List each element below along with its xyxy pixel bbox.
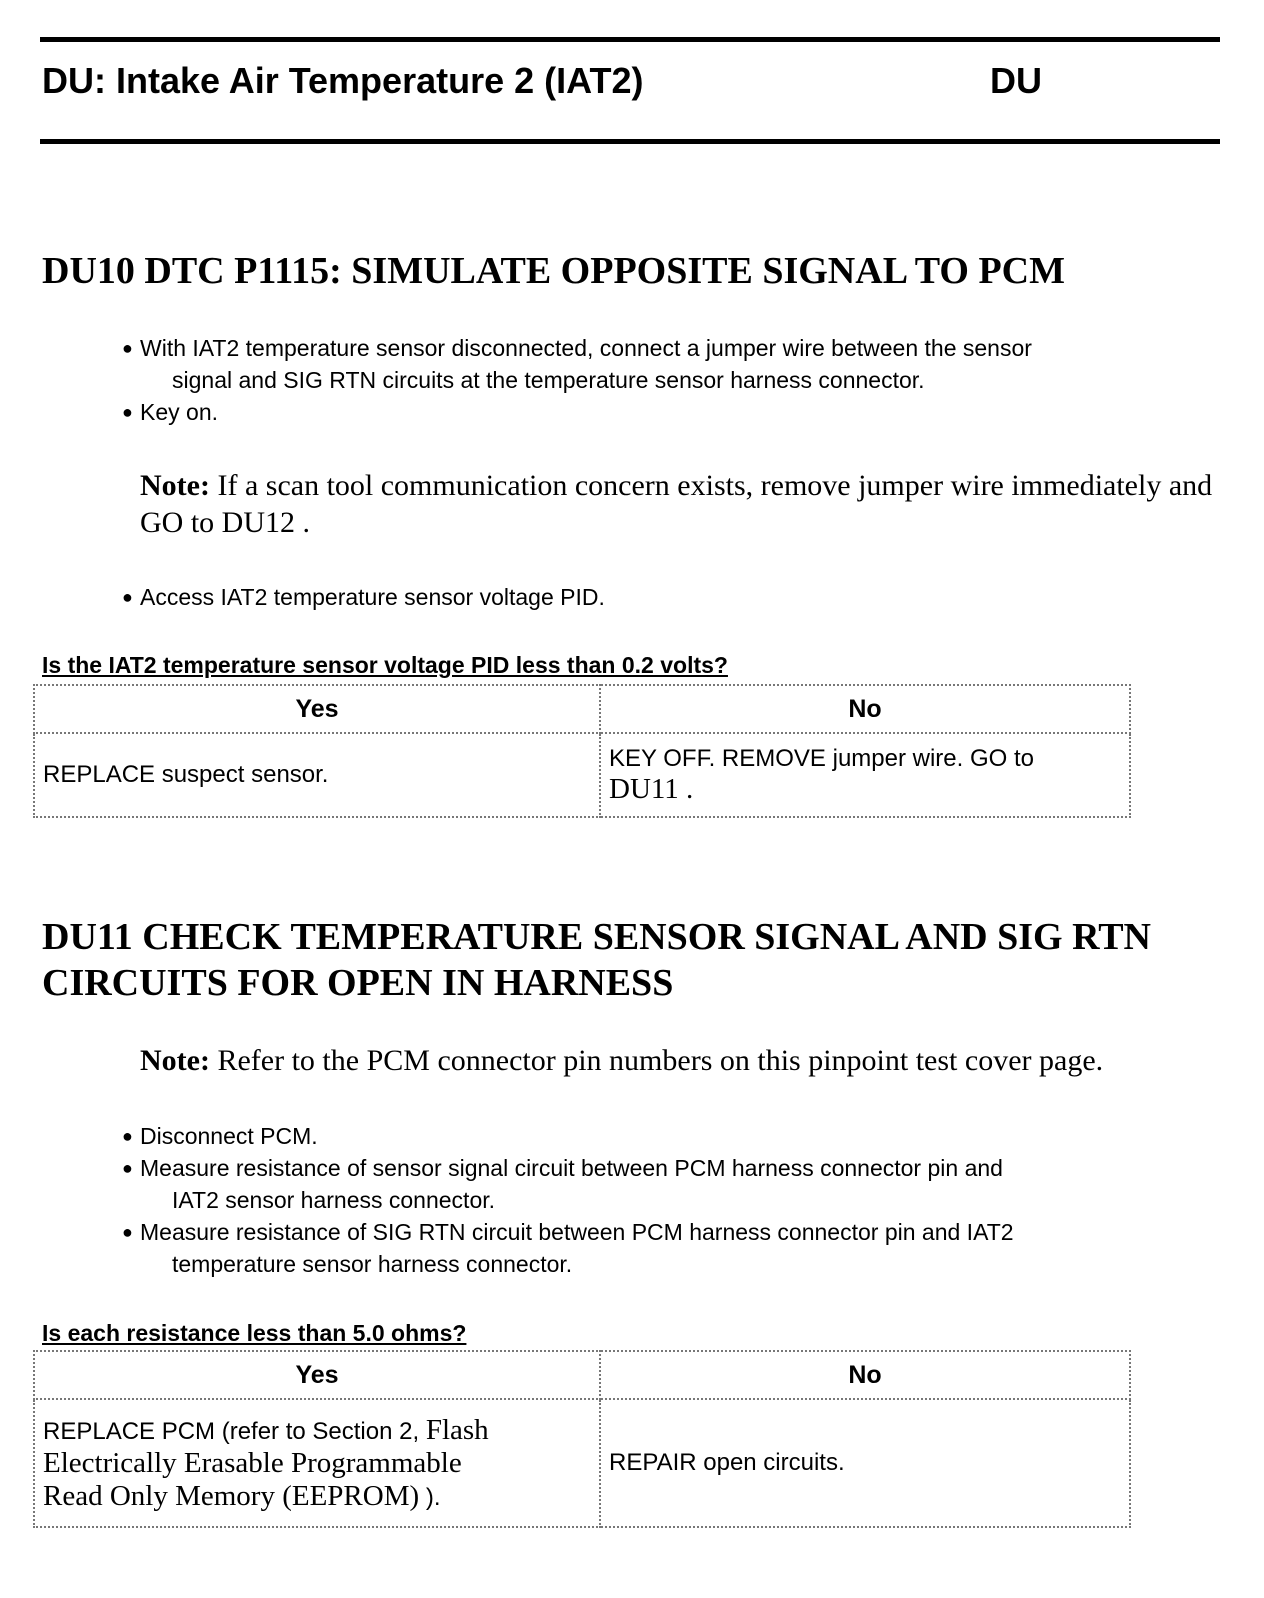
list-item: ● Measure resistance of SIG RTN circuit between PCM harness connector pin and IAT2 temperature sensor harness connector. bbox=[120, 1216, 1220, 1280]
table-cell-no: REPAIR open circuits. bbox=[600, 1399, 1130, 1527]
bullet-icon: ● bbox=[122, 338, 133, 358]
result-table-du11 bbox=[33, 1350, 1131, 1528]
question-du10: Is the IAT2 temperature sensor voltage PID less than 0.2 volts? bbox=[42, 652, 728, 678]
table-cell-yes: REPLACE PCM (refer to Section 2, Flash Electrically Erasable Programmable Read Only Memory (EEPROM) ). bbox=[34, 1399, 600, 1527]
document-title: DU: Intake Air Temperature 2 (IAT2) bbox=[42, 60, 644, 101]
bullet-list-du10-b bbox=[120, 581, 1220, 613]
note-label: Note: bbox=[140, 469, 210, 502]
question-du11: Is each resistance less than 5.0 ohms? bbox=[42, 1320, 467, 1346]
bullet-icon: ● bbox=[122, 1222, 133, 1242]
table-header-yes: Yes bbox=[34, 1351, 600, 1399]
table-header-no: No bbox=[600, 1351, 1130, 1399]
note-label: Note: bbox=[140, 1044, 210, 1077]
table-header-yes: Yes bbox=[34, 685, 600, 733]
step-heading-du11: DU11 CHECK TEMPERATURE SENSOR SIGNAL AND SIG RTN CIRCUITS FOR OPEN IN HARNESS bbox=[42, 916, 1151, 1004]
list-item: ● Disconnect PCM. bbox=[120, 1120, 1220, 1152]
table-cell-yes: REPLACE suspect sensor. bbox=[34, 733, 600, 817]
bullet-icon: ● bbox=[122, 402, 133, 422]
top-rule bbox=[40, 37, 1220, 42]
bullet-list-du10-a bbox=[120, 332, 1220, 428]
note-text: If a scan tool communication concern exists, remove jumper wire immediately and GO to DU12 . bbox=[140, 469, 1213, 539]
table-cell-no: KEY OFF. REMOVE jumper wire. GO to DU11 . bbox=[600, 733, 1130, 817]
bullet-icon: ● bbox=[122, 1126, 133, 1146]
table-header-no: No bbox=[600, 685, 1130, 733]
list-item: ● Key on. bbox=[120, 396, 1220, 428]
list-item: ● With IAT2 temperature sensor disconnected, connect a jumper wire between the sensor signal and SIG RTN circuits at the temperature sensor harness connector. bbox=[120, 332, 1220, 396]
bullet-icon: ● bbox=[122, 587, 133, 607]
bullet-list-du11 bbox=[120, 1120, 1220, 1280]
bullet-icon: ● bbox=[122, 1158, 133, 1178]
list-item: ● Access IAT2 temperature sensor voltage PID. bbox=[120, 581, 1220, 613]
bottom-rule bbox=[40, 139, 1220, 144]
result-table-du10 bbox=[33, 684, 1131, 818]
step-heading-du10: DU10 DTC P1115: SIMULATE OPPOSITE SIGNAL TO PCM bbox=[42, 250, 1065, 292]
list-item: ● Measure resistance of sensor signal circuit between PCM harness connector pin and IAT2 sensor harness connector. bbox=[120, 1152, 1220, 1216]
note-text: Refer to the PCM connector pin numbers on this pinpoint test cover page. bbox=[209, 1044, 1104, 1077]
note-du11 bbox=[140, 1042, 1220, 1079]
note-du10 bbox=[140, 467, 1220, 541]
document-code: DU bbox=[990, 60, 1042, 101]
